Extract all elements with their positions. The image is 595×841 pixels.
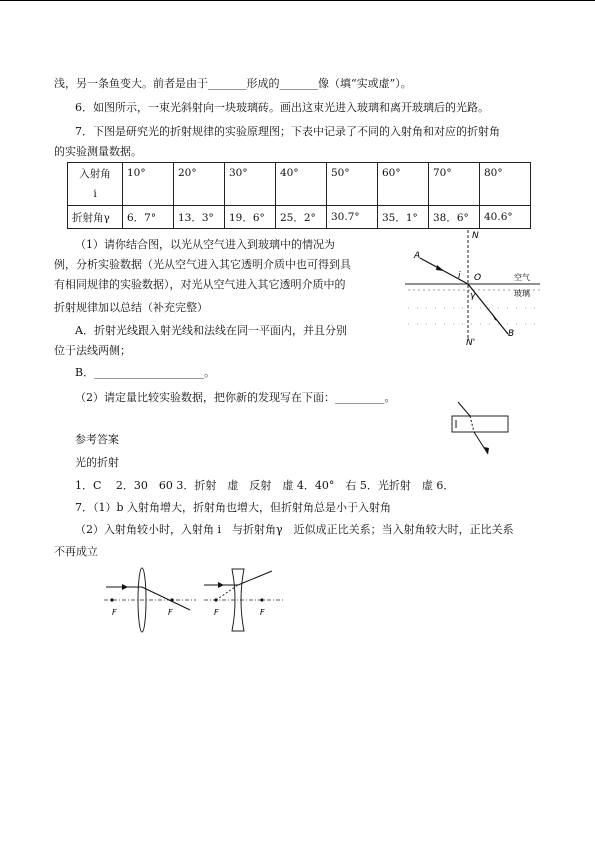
question-6: 6．如图所示，一束光斜射向一块玻璃砖。画出这束光进入玻璃和离开玻璃后的光路。 bbox=[75, 101, 489, 114]
label-air: 空气 bbox=[514, 273, 530, 282]
part-2-line: （2）请定量比较实验数据，把你新的发现写在下面：_________。 bbox=[75, 391, 396, 404]
refraction-diagram bbox=[400, 228, 550, 348]
table-cell: 70° bbox=[429, 163, 480, 206]
label-f: F bbox=[168, 608, 173, 617]
label-glass: 玻璃 bbox=[514, 289, 530, 298]
label-a: A bbox=[414, 251, 421, 261]
table-cell: 25．2° bbox=[276, 206, 327, 229]
part-1-line: 有相同规律的实验数据），对光从空气进入其它透明介质中的 bbox=[54, 278, 346, 291]
part-1-line: 例，分析实验数据（光从空气进入其它透明介质中也可得到具 bbox=[54, 258, 351, 271]
answer-a-cont: 位于法线两侧； bbox=[54, 344, 131, 357]
table-cell: 20° bbox=[174, 163, 225, 206]
answer-line: 7．（1）b 入射角增大，折射角也增大，但折射角总是小于入射角 bbox=[75, 501, 392, 514]
label-gamma: γ bbox=[470, 291, 476, 301]
glass-block-diagram bbox=[448, 398, 518, 458]
refracted-ray bbox=[142, 587, 190, 610]
table-header-cell: 折射角γ bbox=[68, 206, 123, 229]
question-7-cont: 的实验测量数据。 bbox=[54, 145, 142, 158]
question-7: 7．下图是研究光的折射规律的实验原理图；下表中记录了不同的入射角和对应的折射角 bbox=[75, 125, 500, 138]
exit-ray bbox=[474, 432, 488, 454]
label-f: F bbox=[112, 608, 117, 617]
answer-subtitle: 光的折射 bbox=[75, 456, 119, 469]
table-cell: 19．6° bbox=[225, 206, 276, 229]
part-1-line: （1）请你结合图，以光从空气进入到玻璃中的情况为 bbox=[75, 238, 335, 251]
label-n-prime: N' bbox=[466, 338, 476, 348]
table-cell: 50° bbox=[327, 163, 378, 206]
table-header-cell bbox=[68, 163, 123, 206]
inner-ray bbox=[470, 416, 474, 432]
arrow-icon bbox=[218, 582, 224, 588]
answer-title: 参考答案 bbox=[75, 433, 119, 446]
convex-lens-diagram bbox=[100, 565, 200, 635]
glass-block bbox=[452, 416, 508, 432]
focal-point bbox=[110, 598, 113, 601]
arrow-icon bbox=[484, 447, 489, 454]
header-symbol: i bbox=[93, 188, 97, 200]
table-cell: 40° bbox=[276, 163, 327, 206]
arrow-icon bbox=[436, 265, 444, 271]
table-cell: 10° bbox=[123, 163, 174, 206]
label-b: B bbox=[508, 329, 515, 339]
table-cell: 13．3° bbox=[174, 206, 225, 229]
label-n: N bbox=[472, 231, 479, 241]
focal-point bbox=[214, 598, 217, 601]
table-cell: 38．6° bbox=[429, 206, 480, 229]
label-f: F bbox=[260, 608, 265, 617]
table-cell: 35．1° bbox=[378, 206, 429, 229]
label-i: i bbox=[458, 271, 461, 281]
label-o: O bbox=[474, 273, 482, 283]
table-cell: 60° bbox=[378, 163, 429, 206]
answer-a: A．折射光线跟入射光线和法线在同一平面内，并且分别 bbox=[75, 324, 347, 337]
header-label: 入射角 bbox=[79, 168, 111, 180]
table-row bbox=[68, 163, 531, 206]
table-cell: 6．7° bbox=[123, 206, 174, 229]
concave-lens-diagram bbox=[200, 565, 290, 635]
part-1-line: 折射规律加以总结（补充完整） bbox=[54, 301, 208, 314]
table-cell: 30° bbox=[225, 163, 276, 206]
text-line: 浅，另一条鱼变大。前者是由于_______形成的_______像（填“实或虚”）。 bbox=[54, 77, 412, 90]
answer-line: （2）入射角较小时，入射角 i 与折射角γ 近似成正比关系；当入射角较大时，正比关系 bbox=[75, 523, 514, 536]
answer-line: 不再成立 bbox=[54, 545, 98, 558]
incident-ray bbox=[458, 402, 470, 416]
table-cell: 30.7° bbox=[327, 206, 378, 229]
top-rule bbox=[0, 0, 595, 1]
focal-point bbox=[170, 598, 173, 601]
data-table bbox=[67, 162, 531, 229]
answer-b-blank: B．____________________。 bbox=[75, 366, 216, 379]
arrow-icon bbox=[122, 584, 128, 590]
table-cell: 40.6° bbox=[480, 206, 531, 229]
table-row bbox=[68, 206, 531, 229]
answer-line: 1．C 2．30 60 3．折射 虚 反射 虚 4．40° 右 5．光折射 虚 6． bbox=[75, 479, 455, 492]
table-cell: 80° bbox=[480, 163, 531, 206]
label-f: F bbox=[214, 608, 219, 617]
focal-point bbox=[260, 598, 263, 601]
